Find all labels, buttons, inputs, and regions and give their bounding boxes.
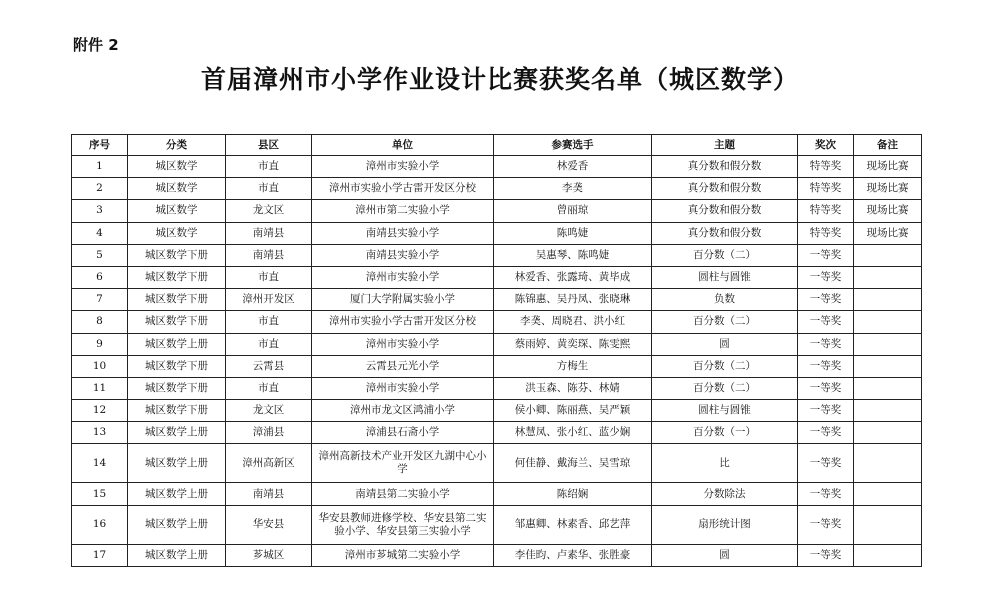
cell-district: 南靖县 (226, 483, 312, 505)
table-row (72, 483, 922, 505)
cell-remark (854, 400, 922, 422)
cell-unit: 漳州市实验小学 (312, 156, 494, 178)
cell-remark (854, 422, 922, 444)
cell-category: 城区数学上册 (128, 505, 226, 544)
table-row (72, 377, 922, 399)
cell-index: 2 (72, 178, 128, 200)
cell-contestants: 林爱香 (494, 156, 652, 178)
cell-award: 一等奖 (798, 311, 854, 333)
table-row (72, 244, 922, 266)
cell-unit: 南靖县实验小学 (312, 244, 494, 266)
cell-district: 市直 (226, 377, 312, 399)
cell-unit: 漳州市实验小学 (312, 377, 494, 399)
cell-remark (854, 544, 922, 566)
cell-contestants: 李䶮、周晓君、洪小红 (494, 311, 652, 333)
cell-index: 14 (72, 444, 128, 483)
table-row (72, 178, 922, 200)
cell-contestants: 李佳昀、卢素华、张胜豪 (494, 544, 652, 566)
cell-unit: 南靖县实验小学 (312, 222, 494, 244)
table-row (72, 505, 922, 544)
cell-index: 9 (72, 333, 128, 355)
cell-remark (854, 483, 922, 505)
column-header-category: 分类 (128, 135, 226, 156)
table-row (72, 311, 922, 333)
cell-remark (854, 355, 922, 377)
cell-contestants: 曾丽琼 (494, 200, 652, 222)
cell-unit: 漳州市芗城第二实验小学 (312, 544, 494, 566)
cell-category: 城区数学上册 (128, 422, 226, 444)
cell-contestants: 陈锦惠、吴丹凤、张晓琳 (494, 289, 652, 311)
cell-district: 市直 (226, 311, 312, 333)
cell-remark (854, 333, 922, 355)
table-row (72, 222, 922, 244)
cell-district: 漳浦县 (226, 422, 312, 444)
cell-unit: 漳浦县石斋小学 (312, 422, 494, 444)
cell-award: 一等奖 (798, 289, 854, 311)
cell-topic: 扇形统计图 (652, 505, 798, 544)
table-row (72, 156, 922, 178)
cell-award: 一等奖 (798, 266, 854, 288)
cell-award: 一等奖 (798, 505, 854, 544)
cell-index: 5 (72, 244, 128, 266)
cell-topic: 分数除法 (652, 483, 798, 505)
cell-topic: 圆 (652, 544, 798, 566)
cell-index: 16 (72, 505, 128, 544)
cell-contestants: 林慧凤、张小红、蓝少娴 (494, 422, 652, 444)
cell-unit: 漳州市第二实验小学 (312, 200, 494, 222)
cell-category: 城区数学下册 (128, 289, 226, 311)
cell-unit: 漳州市实验小学古雷开发区分校 (312, 178, 494, 200)
cell-award: 一等奖 (798, 333, 854, 355)
cell-category: 城区数学 (128, 222, 226, 244)
cell-category: 城区数学下册 (128, 266, 226, 288)
cell-unit: 厦门大学附属实验小学 (312, 289, 494, 311)
cell-category: 城区数学下册 (128, 400, 226, 422)
cell-topic: 百分数（二） (652, 355, 798, 377)
page-title: 首届漳州市小学作业设计比赛获奖名单（城区数学） (200, 65, 799, 94)
column-header-index: 序号 (72, 135, 128, 156)
cell-category: 城区数学 (128, 200, 226, 222)
cell-remark (854, 311, 922, 333)
column-header-unit: 单位 (312, 135, 494, 156)
cell-contestants: 李䶮 (494, 178, 652, 200)
cell-contestants: 吴惠琴、陈鸣婕 (494, 244, 652, 266)
cell-district: 漳州高新区 (226, 444, 312, 483)
cell-index: 17 (72, 544, 128, 566)
cell-unit: 漳州高新技术产业开发区九湖中心小学 (312, 444, 494, 483)
table-header-row (72, 135, 922, 156)
cell-district: 芗城区 (226, 544, 312, 566)
column-header-contestants: 参赛选手 (494, 135, 652, 156)
cell-category: 城区数学下册 (128, 355, 226, 377)
cell-award: 一等奖 (798, 483, 854, 505)
cell-category: 城区数学 (128, 156, 226, 178)
cell-award: 特等奖 (798, 200, 854, 222)
cell-remark (854, 444, 922, 483)
cell-unit: 华安县教师进修学校、华安县第二实验小学、华安县第三实验小学 (312, 505, 494, 544)
cell-index: 7 (72, 289, 128, 311)
cell-contestants: 陈绍娴 (494, 483, 652, 505)
cell-award: 一等奖 (798, 422, 854, 444)
cell-topic: 百分数（一） (652, 422, 798, 444)
table-row (72, 355, 922, 377)
cell-district: 漳州开发区 (226, 289, 312, 311)
cell-category: 城区数学 (128, 178, 226, 200)
cell-unit: 漳州市实验小学 (312, 333, 494, 355)
cell-remark: 现场比赛 (854, 178, 922, 200)
cell-district: 龙文区 (226, 400, 312, 422)
cell-category: 城区数学上册 (128, 444, 226, 483)
cell-topic: 真分数和假分数 (652, 178, 798, 200)
cell-contestants: 侯小卿、陈丽燕、吴严颖 (494, 400, 652, 422)
cell-district: 龙文区 (226, 200, 312, 222)
column-header-topic: 主题 (652, 135, 798, 156)
cell-topic: 真分数和假分数 (652, 222, 798, 244)
cell-index: 12 (72, 400, 128, 422)
cell-topic: 比 (652, 444, 798, 483)
cell-topic: 百分数（二） (652, 244, 798, 266)
cell-award: 一等奖 (798, 244, 854, 266)
cell-index: 3 (72, 200, 128, 222)
cell-topic: 真分数和假分数 (652, 200, 798, 222)
cell-remark: 现场比赛 (854, 156, 922, 178)
column-header-award: 奖次 (798, 135, 854, 156)
cell-topic: 百分数（二） (652, 377, 798, 399)
cell-index: 10 (72, 355, 128, 377)
cell-index: 11 (72, 377, 128, 399)
table-body (72, 156, 922, 567)
cell-contestants: 陈鸣婕 (494, 222, 652, 244)
cell-index: 13 (72, 422, 128, 444)
table-row (72, 200, 922, 222)
cell-topic: 真分数和假分数 (652, 156, 798, 178)
table-row (72, 289, 922, 311)
cell-index: 8 (72, 311, 128, 333)
table-row (72, 266, 922, 288)
cell-award: 一等奖 (798, 377, 854, 399)
cell-district: 华安县 (226, 505, 312, 544)
cell-award: 特等奖 (798, 178, 854, 200)
cell-topic: 圆柱与圆锥 (652, 266, 798, 288)
cell-category: 城区数学上册 (128, 544, 226, 566)
cell-award: 一等奖 (798, 444, 854, 483)
cell-topic: 圆柱与圆锥 (652, 400, 798, 422)
cell-contestants: 何佳静、戴海兰、吴雪琼 (494, 444, 652, 483)
cell-category: 城区数学下册 (128, 377, 226, 399)
cell-remark (854, 289, 922, 311)
cell-category: 城区数学上册 (128, 333, 226, 355)
cell-index: 4 (72, 222, 128, 244)
cell-award: 一等奖 (798, 400, 854, 422)
cell-award: 特等奖 (798, 222, 854, 244)
cell-topic: 圆 (652, 333, 798, 355)
table-row (72, 444, 922, 483)
cell-contestants: 方梅生 (494, 355, 652, 377)
cell-category: 城区数学下册 (128, 244, 226, 266)
award-table (71, 134, 922, 567)
cell-remark (854, 377, 922, 399)
cell-index: 15 (72, 483, 128, 505)
cell-unit: 漳州市实验小学古雷开发区分校 (312, 311, 494, 333)
cell-unit: 漳州市实验小学 (312, 266, 494, 288)
cell-category: 城区数学下册 (128, 311, 226, 333)
cell-contestants: 邹惠卿、林素香、邱艺萍 (494, 505, 652, 544)
cell-remark: 现场比赛 (854, 200, 922, 222)
cell-contestants: 洪玉森、陈芬、林婧 (494, 377, 652, 399)
cell-district: 市直 (226, 178, 312, 200)
cell-unit: 漳州市龙文区鸿浦小学 (312, 400, 494, 422)
cell-category: 城区数学上册 (128, 483, 226, 505)
cell-district: 云霄县 (226, 355, 312, 377)
cell-unit: 南靖县第二实验小学 (312, 483, 494, 505)
cell-topic: 负数 (652, 289, 798, 311)
cell-district: 市直 (226, 156, 312, 178)
cell-topic: 百分数（二） (652, 311, 798, 333)
cell-district: 市直 (226, 333, 312, 355)
cell-remark: 现场比赛 (854, 222, 922, 244)
cell-award: 一等奖 (798, 355, 854, 377)
cell-district: 南靖县 (226, 222, 312, 244)
column-header-district: 县区 (226, 135, 312, 156)
table-row (72, 422, 922, 444)
cell-unit: 云霄县元光小学 (312, 355, 494, 377)
cell-index: 1 (72, 156, 128, 178)
cell-district: 市直 (226, 266, 312, 288)
cell-remark (854, 505, 922, 544)
attachment-label: 附件 2 (73, 36, 119, 54)
cell-remark (854, 266, 922, 288)
cell-remark (854, 244, 922, 266)
cell-index: 6 (72, 266, 128, 288)
table-row (72, 400, 922, 422)
cell-award: 特等奖 (798, 156, 854, 178)
table-row (72, 333, 922, 355)
cell-award: 一等奖 (798, 544, 854, 566)
table-row (72, 544, 922, 566)
cell-contestants: 林爱香、张露琦、黄毕成 (494, 266, 652, 288)
column-header-remark: 备注 (854, 135, 922, 156)
cell-contestants: 蔡雨婷、黄奕琛、陈雯熙 (494, 333, 652, 355)
cell-district: 南靖县 (226, 244, 312, 266)
